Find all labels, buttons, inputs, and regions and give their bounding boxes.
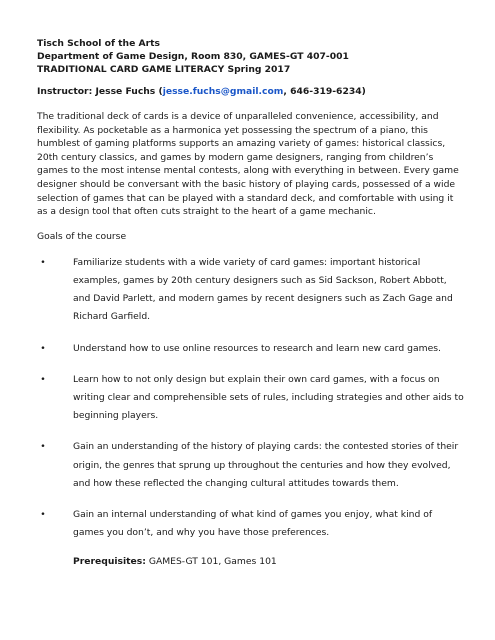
goal-item — [37, 438, 465, 493]
bullet-icon: • — [40, 256, 46, 268]
bullet-icon: • — [40, 342, 46, 354]
goal-text: Gain an internal understanding of what kind of games you enjoy, what kind of games you don’t, and why you have those preferences. — [73, 508, 433, 539]
bullet-icon: • — [40, 373, 46, 385]
instructor-prefix: Instructor: Jesse Fuchs ( — [37, 86, 163, 97]
goal-text: Gain an understanding of the history of playing cards: the contested stories of their origin, the genres that sprung up throughout the centuries and how they evolved, and how these reflected the changing cultural attitudes towards them. — [73, 441, 459, 489]
school-name: Tisch School of the Arts — [37, 38, 161, 49]
department-course-info: Department of Game Design, Room 830, GAMES-GT 407-001 — [37, 51, 349, 62]
prerequisites-label: Prerequisites: — [73, 556, 146, 568]
goal-item — [37, 340, 465, 358]
goals-heading: Goals of the course — [37, 230, 127, 242]
goal-item — [37, 506, 465, 542]
instructor-email-link[interactable]: jesse.fuchs@gmail.com — [162, 86, 284, 97]
course-title: TRADITIONAL CARD GAME LITERACY Spring 2017 — [37, 64, 291, 75]
intro-paragraph: The traditional deck of cards is a device of unparalleled convenience, accessibility, and flexibility. As pocketable as a harmonica yet possessing the spectrum of a piano, this humblest of gaming platforms supports an amazing variety of games: historical classics, 20th century classics, and games by modern game designers, ranging from children’s games to the most intense mental contests, along with everything in between. Every game designer should be conversant with the basic history of playing cards, possessed of a wide selection of games that can be played with a standard deck, and comfortable with using it as a design tool that often cuts straight to the heart of a game mechanic. — [37, 111, 459, 218]
goal-text: Familiarize students with a wide variety of card games: important historical examples, games by 20th century designers such as Sid Sackson, Robert Abbott, and David Parlett, and modern games by recent designers such as Zach Gage and Richard Garfield. — [73, 256, 453, 323]
prerequisites-value: GAMES-GT 101, Games 101 — [145, 556, 277, 568]
goals-list — [37, 254, 465, 543]
goal-text: Learn how to not only design but explain their own card games, with a focus on writing clear and comprehensible sets of rules, including strategies and other aids to beginning players. — [73, 373, 464, 422]
instructor-line — [37, 85, 465, 98]
instructor-suffix: , 646-319-6234) — [283, 86, 366, 97]
bullet-icon: • — [40, 441, 46, 453]
bullet-icon: • — [40, 508, 46, 520]
document-page — [37, 37, 465, 569]
prerequisites-line — [37, 555, 465, 569]
goal-item — [37, 254, 465, 327]
goal-item — [37, 371, 465, 426]
goal-text: Understand how to use online resources to research and learn new card games. — [73, 342, 441, 354]
